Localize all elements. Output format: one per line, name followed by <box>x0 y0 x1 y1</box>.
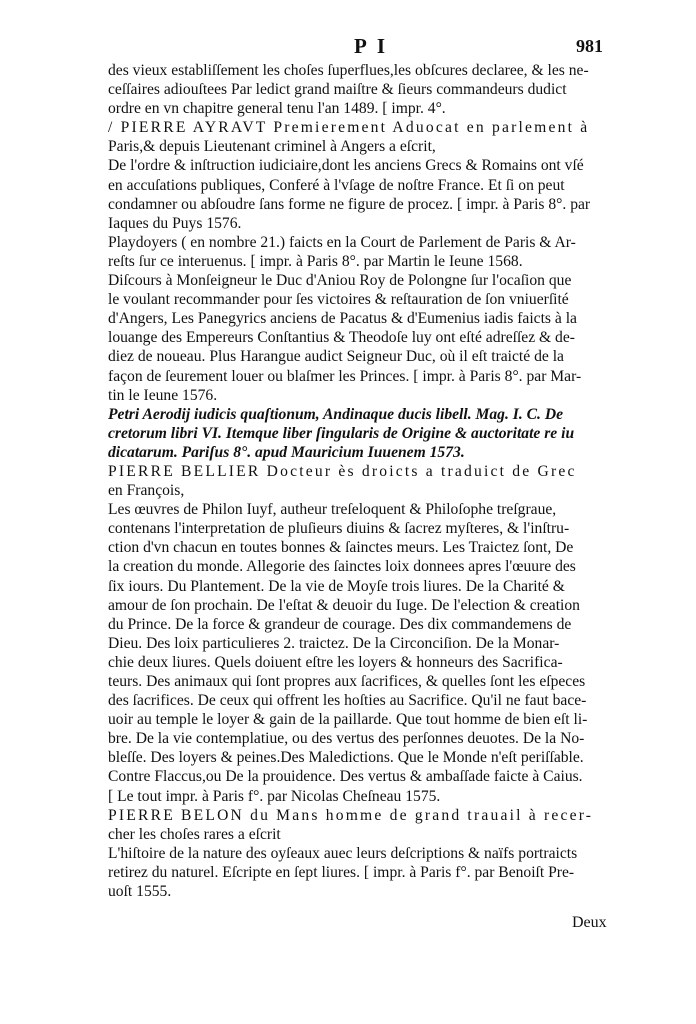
text-line: des ſacrifices. De ceux qui offrent les hoſties au Sacrifice. Qu'il ne faut bace- <box>108 692 587 710</box>
text-line: du Prince. De la force & grandeur de courage. Des dix commandemens de <box>108 615 572 633</box>
text-line: De l'ordre & inſtruction iudiciaire,dont les anciens Grecs & Romains ont vſé <box>108 157 584 175</box>
page-body <box>108 61 628 901</box>
text-line: Contre Flaccus,ou De la prouidence. Des vertus & ambaſſade faicte à Caius. <box>108 768 583 786</box>
entry-pierre-bellier <box>108 462 628 806</box>
text-line: Dieu. Des loix particulieres 2. traictez. De la Circonciſion. De la Monar- <box>108 634 560 652</box>
text-line: reſts ſur ce interuenus. [ impr. à Paris 8°. par Martin le Ieune 1568. <box>108 252 523 270</box>
text-line: louange des Empereurs Conſtantius & Theodoſe luy ont eſté adreſſez & de- <box>108 329 575 347</box>
author-heading: PIERRE BELON du Mans homme de grand trauail à recer- <box>108 806 594 824</box>
text-line: façon de ſeurement louer ou blaſmer les Princes. [ impr. à Paris 8°. par Mar- <box>108 367 582 385</box>
text-line: le voulant recommander pour ſes victoires & reſtauration de ſon vniuerſité <box>108 291 569 309</box>
text-line: Playdoyers ( en nombre 21.) faicts en la Court de Parlement de Paris & Ar- <box>108 233 576 251</box>
text-line: Les œuvres de Philon Iuyf, autheur treſeloquent & Philoſophe treſgraue, <box>108 501 557 519</box>
text-line: Paris,& depuis Lieutenant criminel à Angers a eſcrit, <box>108 138 436 156</box>
page-header <box>0 34 696 58</box>
text-line: teurs. Des animaux qui ſont propres aux ſacrifices, & quelles ſont les eſpeces <box>108 673 586 690</box>
text-line: ceſſaires adiouſtees Par ledict grand maiſtre & ſieurs commandeurs dudict <box>108 81 567 99</box>
text-line: Diſcours à Monſeigneur le Duc d'Aniou Roy de Polongne ſur l'ocaſion que <box>108 272 572 290</box>
text-line: chie deux liures. Quels doiuent eſtre les loyers & honneurs des Sacrifica- <box>108 653 563 671</box>
text-line: bleſſe. Des loyers & peines.Des Maledictions. Que le Monde n'eſt periſſable. <box>108 749 584 767</box>
text-line: retirez du naturel. Eſcripte en ſept liures. [ impr. à Paris f°. par Benoiſt Pre- <box>108 863 575 881</box>
text-line: diez de noueau. Plus Harangue audict Seigneur Duc, où il eſt traicté de la <box>108 348 564 366</box>
text-line: condamner ou abſoudre ſans forme ne figure de procez. [ impr. à Paris 8°. par <box>108 195 591 213</box>
latin-line: Petri Aerodij iudicis quaſtionum, Andinaque ducis libell. Mag. I. C. De <box>108 405 564 423</box>
text-line: amour de ſon prochain. De l'eſtat & deuoir du Iuge. De l'election & creation <box>108 596 580 614</box>
text-line: la creation du monde. Allegorie des ſainctes loix donnees apres l'œuure des <box>108 558 576 576</box>
text-line: en accuſations publiques, Conferé à l'vſage de noſtre France. Et ſi on peut <box>108 176 565 194</box>
latin-line: dicatarum. Pariſus 8°. apud Mauricium Iuuenem 1573. <box>108 443 465 461</box>
text-line: en François, <box>108 482 185 500</box>
entry-pierre-belon <box>108 806 628 901</box>
text-line: ordre en vn chapitre general tenu l'an 1489. [ impr. 4°. <box>108 100 446 118</box>
entry-pierre-ayraut <box>108 118 628 462</box>
author-heading: PIERRE BELLIER Docteur ès droicts a traduict de Grec <box>108 462 577 480</box>
page-number: 981 <box>576 36 603 56</box>
text-line: des vieux establiſſement les choſes ſuperflues,les obſcures declaree, & les ne- <box>108 62 589 79</box>
latin-line: cretorum libri VI. Itemque liber ſingularis de Origine & auctoritate re iu <box>108 424 575 442</box>
text-line: [ Le tout impr. à Paris f°. par Nicolas Cheſneau 1575. <box>108 787 441 805</box>
text-line: ſix iours. Du Plantement. De la vie de Moyſe trois liures. De la Charité & <box>108 577 565 595</box>
running-head: P I <box>354 34 389 58</box>
text-line: L'hiſtoire de la nature des oyſeaux auec leurs deſcriptions & naïfs portraicts <box>108 844 578 862</box>
text-line: Iaques du Puys 1576. <box>108 214 242 232</box>
text-line: ction d'vn chacun en toutes bonnes & ſainctes meurs. Les Traictez ſont, De <box>108 539 574 557</box>
catchword: Deux <box>572 914 607 931</box>
text-line: uoir au temple le loyer & gain de la paillarde. Que tout homme de bien eſt li- <box>108 711 588 729</box>
author-heading: / PIERRE AYRAVT Premierement Aduocat en parlement à <box>108 119 590 137</box>
text-line: bre. De la vie contemplatiue, ou des vertus des perſonnes deuotes. De la No- <box>108 730 585 748</box>
text-line: tin le Ieune 1576. <box>108 386 218 404</box>
text-line: cher les choſes rares a eſcrit <box>108 825 281 843</box>
text-line: d'Angers, Les Panegyrics anciens de Pacatus & d'Eumenius iadis faicts à la <box>108 310 577 328</box>
text-line: contenans l'interpretation de pluſieurs diuins & ſacrez myſteres, & l'inſtru- <box>108 520 570 538</box>
text-line: uoſt 1555. <box>108 883 172 901</box>
entry-continuation <box>108 61 628 118</box>
